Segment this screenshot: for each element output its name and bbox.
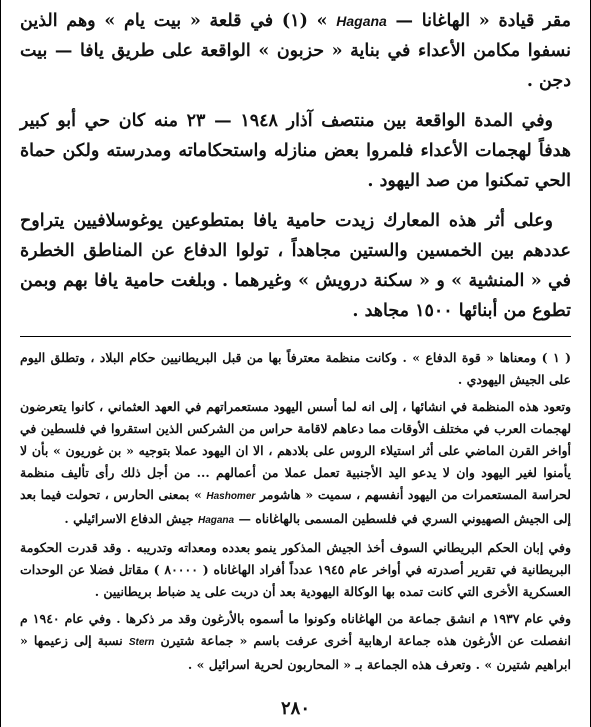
footnote-divider [20, 336, 571, 337]
left-border [0, 0, 1, 727]
main-text [20, 6, 571, 326]
footnote-3: وفي إبان الحكم البريطاني السوف أخذ الجيش المذكور ينمو بعدده ومعداته وتدريبه . وقد قدرت الحكومة البريطانية في تقرير أصدرته في أواخر عام ١٩٤٥ عدداً أفراد الهاغاناه ( ٨٠٠٠٠ ) مقاتل فضلا عن الوحدات العسكرية الأخرى التي كانت تمده بها الوكالة اليهودية بعد أن دربت على يد ضباط بريطانيين . [20, 540, 571, 599]
footnote-4-start: وفي عام ١٩٣٧ م انشق جماعة من الهاغاناه وكونوا ما أسموه بالأرغون وقد مر ذكرها . وفي عام ١٩٤٠ م انفصلت عن الأرغون هذه جماعة ارهابية أخرى عرفت باسم « جماعة شتيرن [20, 611, 572, 648]
hagana-term: Hagana [336, 13, 387, 29]
footnote-1: ( ١ ) ومعناها « قوة الدفاع » . وكانت منظمة معترفاً بها من قبل البريطانيين حكام البلاد ، وتطلق اليوم على الجيش اليهودي . [20, 350, 571, 387]
footnote-2 [20, 396, 571, 532]
footnote-2-part-2: » بمعنى الحارس ، تحولت فيما بعد إلى الجيش الصهيوني السري في فلسطين المسمى بالهاغاناه — [20, 487, 571, 526]
paragraph-1 [20, 6, 571, 96]
hashomer-term: Hashomer [206, 491, 256, 502]
paragraph-1-start: مقر قيادة « الهاغانا — [386, 11, 571, 31]
footnote-2-part-1: وتعود هذه المنظمة في انشائها ، إلى انه لما أسس اليهود مستعمراتهم في العهد العثماني ، كانوا يتعرضون لهجمات العرب في مختلف الأوقات مما دعاهم لاقامة حراس من الشركس الذين استقروا في فلسطين في أواخر القرن الماضي على أثر استيلاء الروس على بلادهم ، الا ان اليهود عملا بتوجيه « بن غوريون » بأن لا يأمنوا لغير اليهود وان لا يدعو اليد الأجنبية تعمل عملا من أعمالهم ... من أجل ذلك رأى تأليف منظمة لحراسة المستعمرات من اليهود أنفسهم ، سميت « هاشومر [20, 399, 571, 502]
paragraph-2: وفي المدة الواقعة بين منتصف آذار ١٩٤٨ — ٢٣ منه كان حي أبو كبير هدفاً لهجمات الأعداء فلمروا بعض منازله واستحكاماته ومدرسته ولكن حماة الحي تمكنوا من صد اليهود . [20, 111, 571, 191]
page-number: ٢٨٠ [280, 698, 310, 719]
paragraph-3: وعلى أثر هذه المعارك زيدت حامية يافا بمتطوعين يوغوسلافيين يتراوح عددهم بين الخمسين والستين مجاهداً ، تولوا الدفاع عن المناطق الخطرة في « المنشية » و « سكنة درويش » وغيرهما . وبلغت حامية يافا بهم وبمن تطوع من أبنائها ١٥٠٠ مجاهد . [20, 211, 571, 321]
book-page [20, 6, 571, 721]
paragraph-1-end: » ‏(١)‏ في قلعة « بيت يام » وهم الذين نسفوا مكامن الأعداء في بناية « حزبون » الواقعة على طريق يافا — بيت دجن . [20, 11, 571, 91]
hagana-term-footnote: Hagana [197, 515, 235, 526]
footnote-2-part-3: جيش الدفاع الاسرائيلي . [64, 511, 198, 526]
footnote-4-end: نسبة إلى زعيمها « ابراهيم شتيرن » . وتعرف هذه الجماعة بـ « المحاربون لحرية اسرائيل » . [20, 633, 571, 672]
stern-term: Stern [128, 637, 155, 648]
footnotes [20, 347, 571, 676]
footnote-4 [20, 608, 571, 676]
